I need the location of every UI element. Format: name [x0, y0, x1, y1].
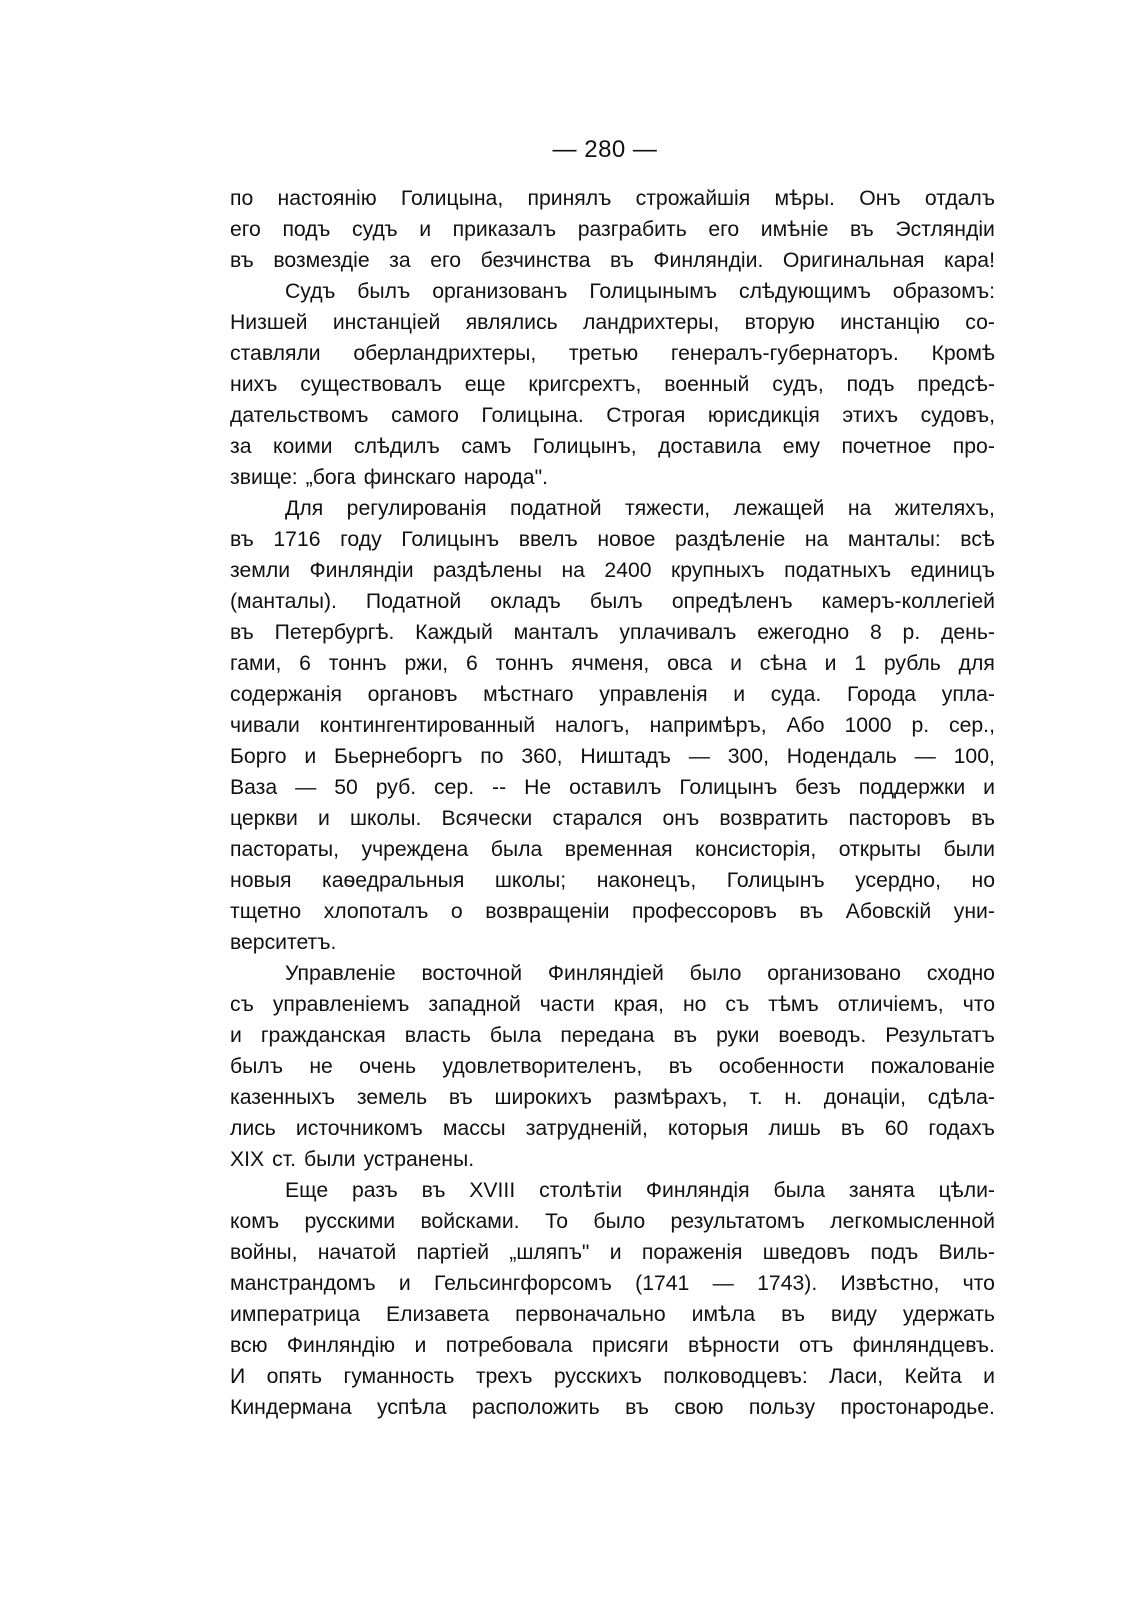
text-line: и гражданская власть была передана въ руки воеводъ. Результатъ — [230, 1024, 995, 1047]
text-line: съ управленіемъ западной части края, но съ тѣмъ отличіемъ, что — [230, 993, 995, 1016]
text-line: въ возмездіе за его безчинства въ Финляндіи. Оригинальная кара! — [230, 249, 995, 272]
text-line: тщетно хлопоталъ о возвращеніи профессоровъ въ Абовскій уни- — [230, 900, 995, 923]
text-line: всю Финляндію и потребовала присяги вѣрности отъ финляндцевъ. — [230, 1334, 995, 1357]
text-line: войны, начатой партіей „шляпъ" и пораженія шведовъ подъ Виль- — [230, 1241, 995, 1264]
text-line: Управленіе восточной Финляндіей было организовано сходно — [285, 962, 995, 985]
text-line: въ Петербургѣ. Каждый манталъ уплачивалъ ежегодно 8 р. день- — [230, 621, 995, 644]
text-line: въ 1716 году Голицынъ ввелъ новое раздѣленіе на манталы: всѣ — [230, 528, 995, 551]
text-line: содержанія органовъ мѣстнаго управленія и суда. Города упла- — [230, 683, 995, 706]
text-line: чивали контингентированный налогъ, напримѣръ, Або 1000 р. сер., — [230, 714, 995, 737]
body-text — [230, 183, 995, 1423]
text-line: (манталы). Податной окладъ былъ опредѣленъ камеръ-коллегіей — [230, 590, 995, 613]
text-line: казенныхъ земель въ широкихъ размѣрахъ, т. н. донаціи, сдѣла- — [230, 1086, 995, 1109]
text-line: по настоянію Голицына, принялъ строжайшія мѣры. Онъ отдалъ — [230, 187, 995, 210]
text-line: нихъ существовалъ еще кригсрехтъ, военный судъ, подъ предсѣ- — [230, 373, 995, 396]
page-number: — 280 — — [552, 136, 658, 163]
text-line: Еще разъ въ XVIII столѣтіи Финляндія была занята цѣли- — [285, 1179, 995, 1202]
text-line: Ваза — 50 руб. сер. -- Не оставилъ Голицынъ безъ поддержки и — [230, 776, 995, 799]
text-line: гами, 6 тоннъ ржи, 6 тоннъ ячменя, овса и сѣна и 1 рубль для — [230, 652, 995, 675]
text-line: Киндермана успѣла расположить въ свою пользу простонародье. — [230, 1396, 995, 1419]
text-line: ставляли оберландрихтеры, третью генералъ-губернаторъ. Кромѣ — [230, 342, 995, 365]
text-line: манстрандомъ и Гельсингфорсомъ (1741 — 1743). Извѣстно, что — [230, 1272, 995, 1295]
text-line: пастораты, учреждена была временная консисторія, открыты были — [230, 838, 995, 861]
text-line: Низшей инстанціей являлись ландрихтеры, вторую инстанцію со- — [230, 311, 995, 334]
text-line: земли Финляндіи раздѣлены на 2400 крупныхъ податныхъ единицъ — [230, 559, 995, 582]
text-line: императрица Елизавета первоначально имѣла въ виду удержать — [230, 1303, 995, 1326]
text-line: Для регулированія податной тяжести, лежащей на жителяхъ, — [285, 497, 995, 520]
text-line: лись источникомъ массы затрудненій, которыя лишь въ 60 годахъ — [230, 1117, 995, 1140]
text-line: церкви и школы. Всячески старался онъ возвратить пасторовъ въ — [230, 807, 995, 830]
text-line: дательствомъ самого Голицына. Строгая юрисдикція этихъ судовъ, — [230, 404, 995, 427]
text-line: XIX ст. были устранены. — [230, 1148, 475, 1171]
text-line: за коими слѣдилъ самъ Голицынъ, доставила ему почетное про- — [230, 435, 995, 458]
text-line: Борго и Бьернеборгъ по 360, Ништадъ — 300, Нодендаль — 100, — [230, 745, 995, 768]
text-line: Судъ былъ организованъ Голицынымъ слѣдующимъ образомъ: — [285, 280, 995, 303]
text-line: былъ не очень удовлетворителенъ, въ особенности пожалованіе — [230, 1055, 995, 1078]
text-line: новыя каѳедральныя школы; наконецъ, Голицынъ усердно, но — [230, 869, 995, 892]
text-line: комъ русскими войсками. То было результатомъ легкомысленной — [230, 1210, 995, 1233]
text-line: И опять гуманность трехъ русскихъ полководцевъ: Ласи, Кейта и — [230, 1365, 995, 1388]
text-line: его подъ судъ и приказалъ разграбить его имѣніе въ Эстляндіи — [230, 218, 995, 241]
text-line: звище: „бога финскаго народа". — [230, 466, 548, 489]
text-line: верситетъ. — [230, 931, 337, 954]
